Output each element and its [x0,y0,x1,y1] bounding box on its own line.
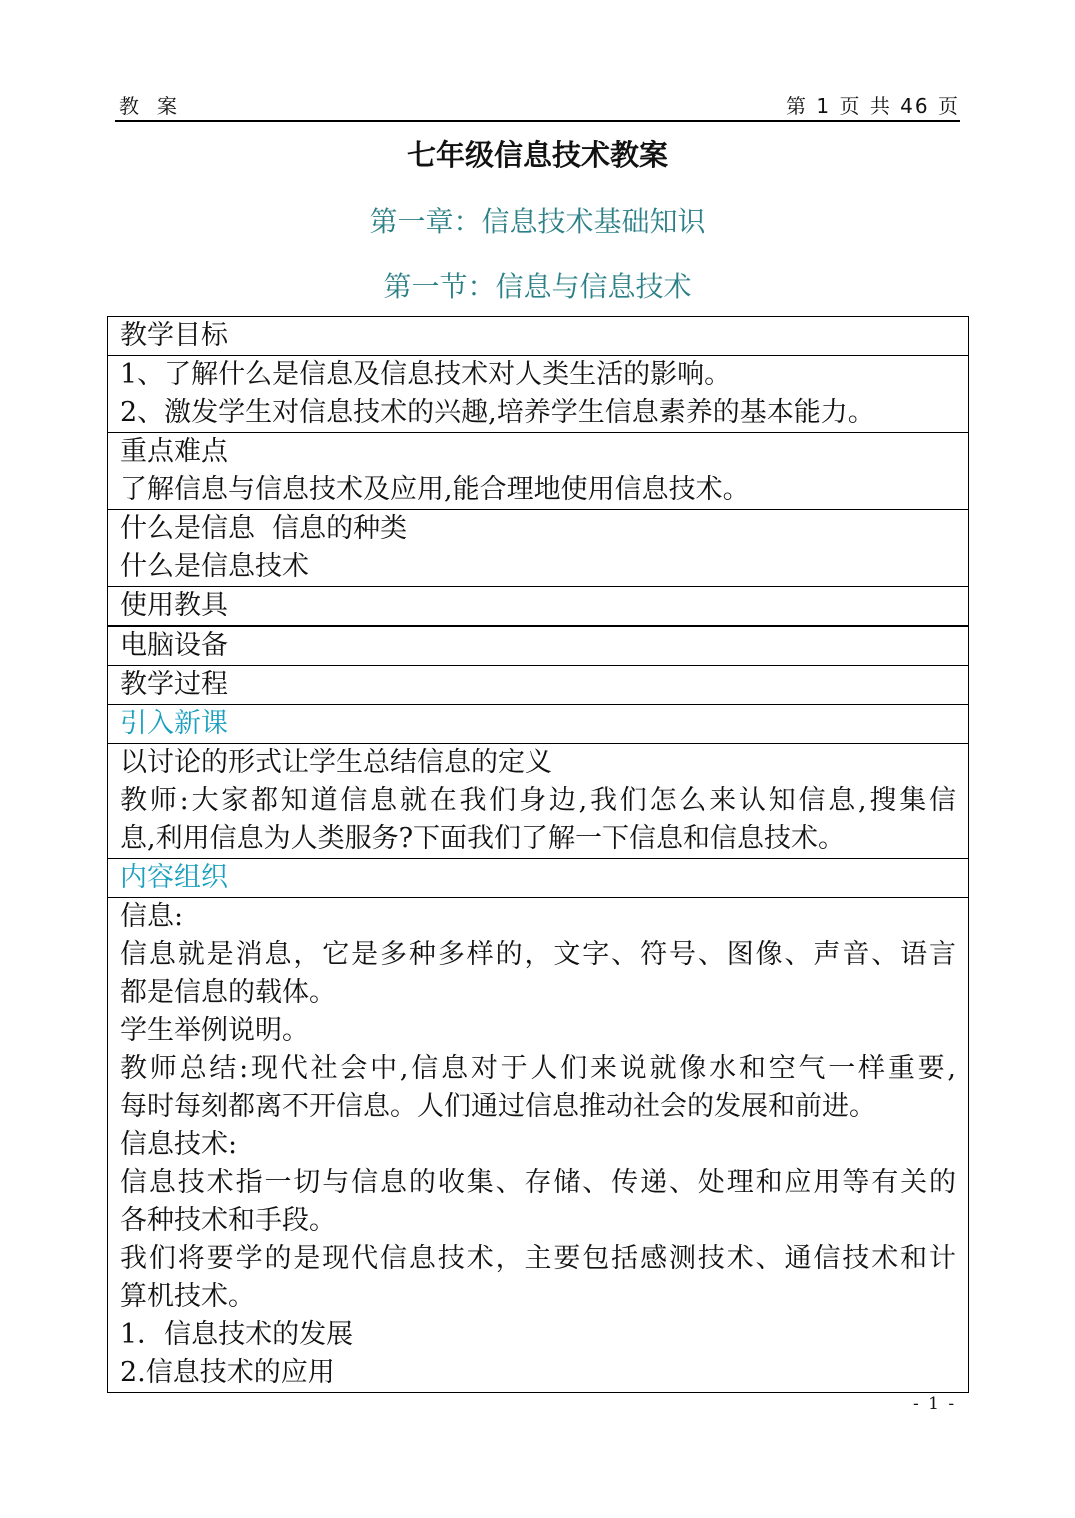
key-points-cell [108,432,968,509]
section-heading: 第一节：信息与信息技术 [383,270,692,303]
intro-label-cell [108,704,968,743]
content-line: 信息技术指一切与信息的收集、存储、传递、处理和应用等有关的 [120,1167,956,1198]
intro-content-cell [108,743,968,858]
content-line: 各种技术和手段。 [120,1205,336,1236]
content-line: 都是信息的载体。 [120,977,336,1008]
content-label-cell [108,858,968,897]
tools-label-cell [108,586,968,625]
intro-line: 以讨论的形式让学生总结信息的定义 [120,747,552,778]
content-line: 2.信息技术的应用 [120,1357,335,1388]
content-line: 信息: [120,901,184,932]
content-line: 学生举例说明。 [120,1015,309,1046]
content-line: 1．信息技术的发展 [120,1319,354,1350]
content-line: 信息技术: [120,1129,238,1160]
intro-line: 教师:大家都知道信息就在我们身边,我们怎么来认知信息,搜集信 [120,785,956,816]
tools-label: 使用教具 [120,590,228,621]
tools-value: 电脑设备 [120,630,228,661]
goals-label: 教学目标 [120,320,228,351]
tools-value-cell [108,625,968,665]
chapter-heading: 第一章：信息技术基础知识 [369,205,706,238]
content-body-cell [108,897,968,1392]
intro-label: 引入新课 [120,708,228,739]
key-points-text: 了解信息与信息技术及应用,能合理地使用信息技术。 [120,474,750,505]
page-number: - 1 - [913,1394,957,1414]
intro-line: 息,利用信息为人类服务?下面我们了解一下信息和信息技术。 [120,823,846,854]
topic-item: 什么是信息 信息的种类 [120,513,408,544]
content-line: 每时每刻都离不开信息。人们通过信息推动社会的发展和前进。 [120,1091,876,1122]
key-points-label: 重点难点 [120,436,228,467]
document-title: 七年级信息技术教案 [406,138,668,172]
topics-cell [108,509,968,586]
topic-item: 什么是信息技术 [120,551,309,582]
page-header [115,88,960,122]
content-line: 教师总结:现代社会中,信息对于人们来说就像水和空气一样重要, [120,1053,956,1084]
process-label: 教学过程 [120,669,228,700]
goal-item: 1、了解什么是信息及信息技术对人类生活的影响。 [120,359,732,390]
content-line: 我们将要学的是现代信息技术，主要包括感测技术、通信技术和计 [120,1243,956,1274]
header-doc-type: 教案 [119,94,195,118]
content-line: 信息就是消息，它是多种多样的，文字、符号、图像、声音、语言 [120,939,956,970]
lesson-plan-table [107,316,969,1393]
content-line: 算机技术。 [120,1281,255,1312]
header-page-count: 第 1 页 共 46 页 [786,94,960,118]
content-label: 内容组织 [120,862,228,893]
goals-cell [108,355,968,432]
goals-label-cell [108,317,968,355]
goal-item: 2、激发学生对信息技术的兴趣,培养学生信息素养的基本能力。 [120,397,875,428]
process-label-cell [108,665,968,704]
